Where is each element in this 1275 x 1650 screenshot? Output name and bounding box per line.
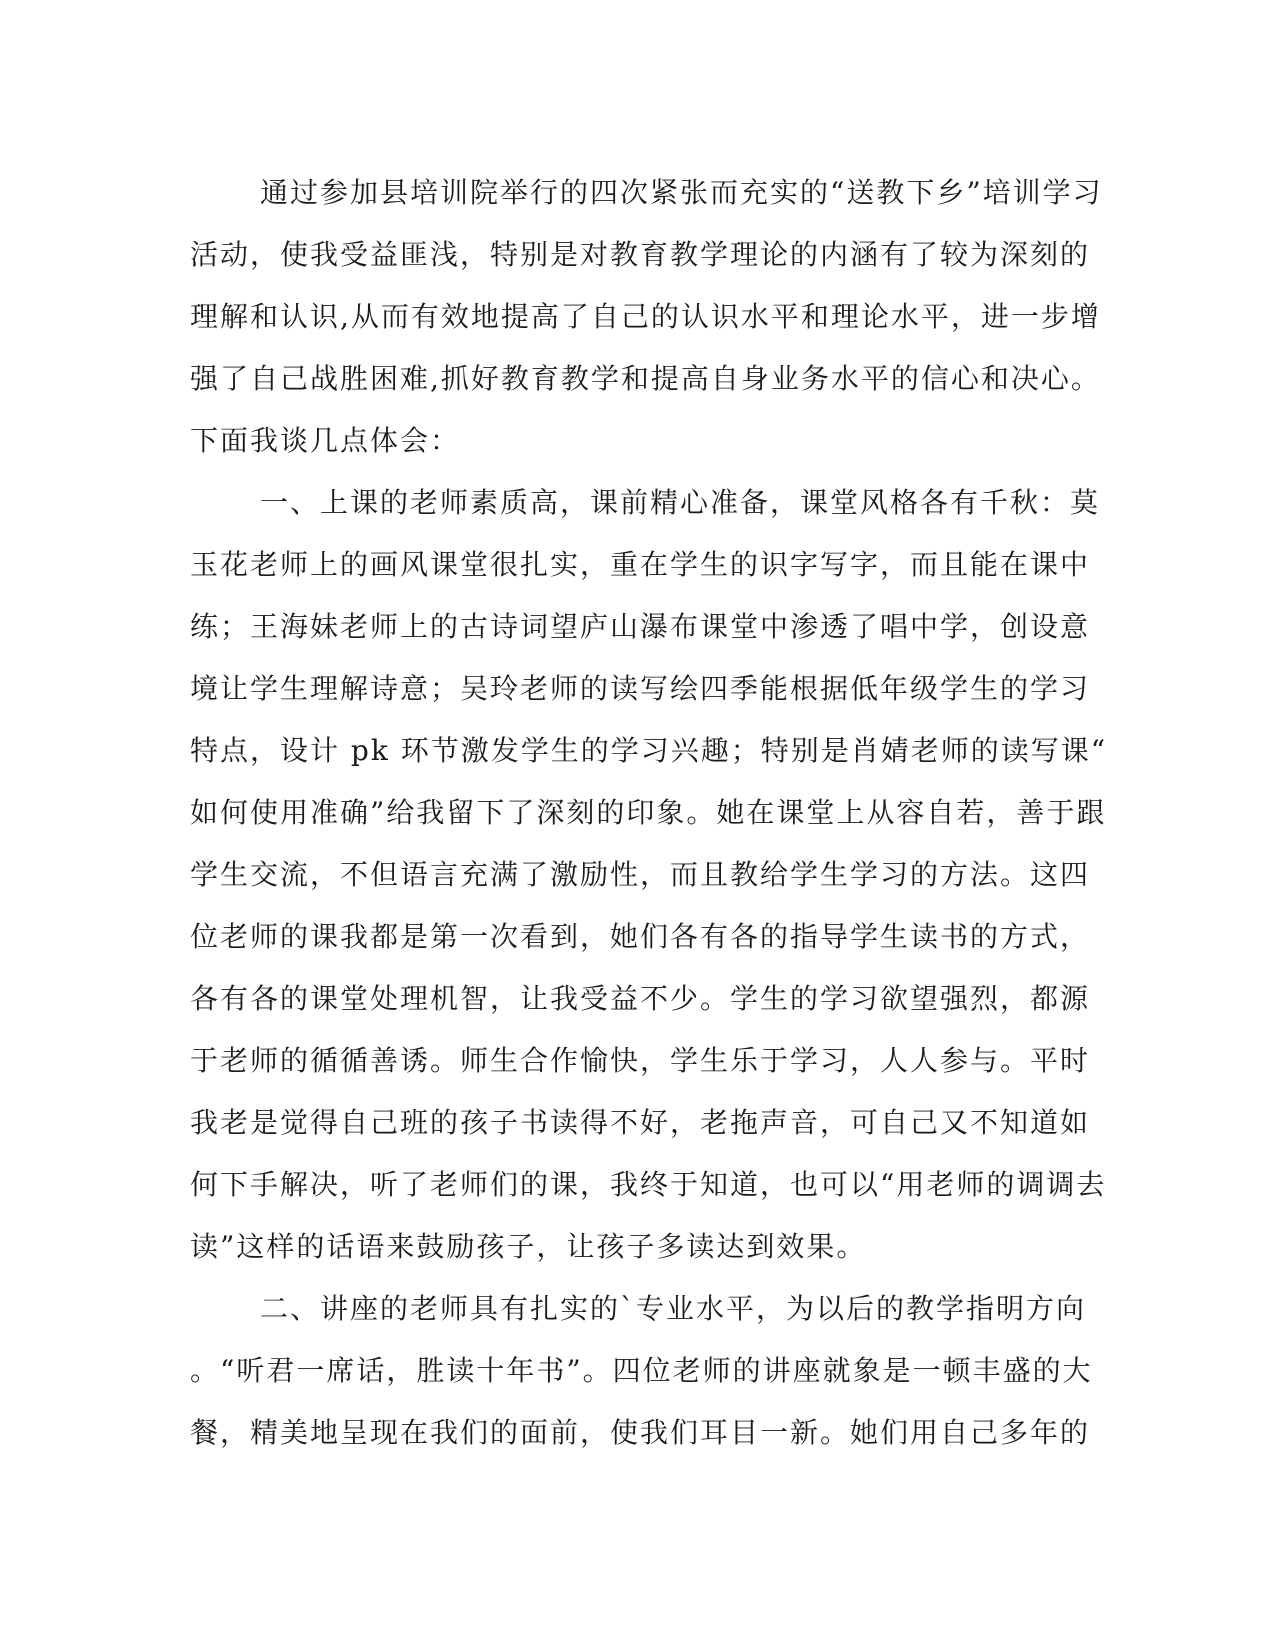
text-line: 理解和认识,从而有效地提高了自己的认识水平和理论水平，进一步增 <box>190 300 1101 333</box>
text-line: 如何使用准确”给我留下了深刻的印象。她在课堂上从容自若，善于跟 <box>190 796 1107 829</box>
text-line: 玉花老师上的画风课堂很扎实，重在学生的识字写字，而且能在课中 <box>190 548 1091 581</box>
text-line: 通过参加县培训院举行的四次紧张而充实的“送教下乡”培训学习 <box>260 176 1103 209</box>
text-line: 一、上课的老师素质高，课前精心准备，课堂风格各有千秋：莫 <box>260 486 1101 519</box>
text-line: 读”这样的话语来鼓励孩子，让孩子多读达到效果。 <box>190 1230 867 1263</box>
text-line: 我老是觉得自己班的孩子书读得不好，老拖声音，可自己又不知道如 <box>190 1106 1091 1139</box>
text-line: 二、讲座的老师具有扎实的`专业水平，为以后的教学指明方向 <box>260 1292 1087 1325</box>
text-line: 位老师的课我都是第一次看到，她们各有各的指导学生读书的方式， <box>190 920 1091 953</box>
paragraph-section-two <box>190 1278 1093 1464</box>
text-line: 活动，使我受益匪浅，特别是对教育教学理论的内涵有了较为深刻的 <box>190 238 1091 271</box>
paragraph-intro <box>190 162 1103 472</box>
text-line: 下面我谈几点体会： <box>190 424 461 457</box>
document-body <box>190 162 1108 1464</box>
text-line: 学生交流，不但语言充满了激励性，而且教给学生学习的方法。这四 <box>190 858 1091 891</box>
text-line: 特点，设计 pk 环节激发学生的学习兴趣；特别是肖婧老师的读写课“ <box>190 734 1108 767</box>
text-line: 于老师的循循善诱。师生合作愉快，学生乐于学习，人人参与。平时 <box>190 1044 1091 1077</box>
text-line: 何下手解决，听了老师们的课，我终于知道，也可以“用老师的调调去 <box>190 1168 1107 1201</box>
text-line: 练；王海妹老师上的古诗词望庐山瀑布课堂中渗透了唱中学，创设意 <box>190 610 1091 643</box>
text-line: 。“听君一席话，胜读十年书”。四位老师的讲座就象是一顿丰盛的大 <box>190 1354 1093 1387</box>
paragraph-section-one <box>190 472 1108 1278</box>
text-line: 各有各的课堂处理机智，让我受益不少。学生的学习欲望强烈，都源 <box>190 982 1091 1015</box>
text-line: 强了自己战胜困难,抓好教育教学和提高自身业务水平的信心和决心。 <box>190 362 1101 395</box>
text-line: 餐，精美地呈现在我们的面前，使我们耳目一新。她们用自己多年的 <box>190 1416 1091 1449</box>
text-line: 境让学生理解诗意；吴玲老师的读写绘四季能根据低年级学生的学习 <box>190 672 1091 705</box>
